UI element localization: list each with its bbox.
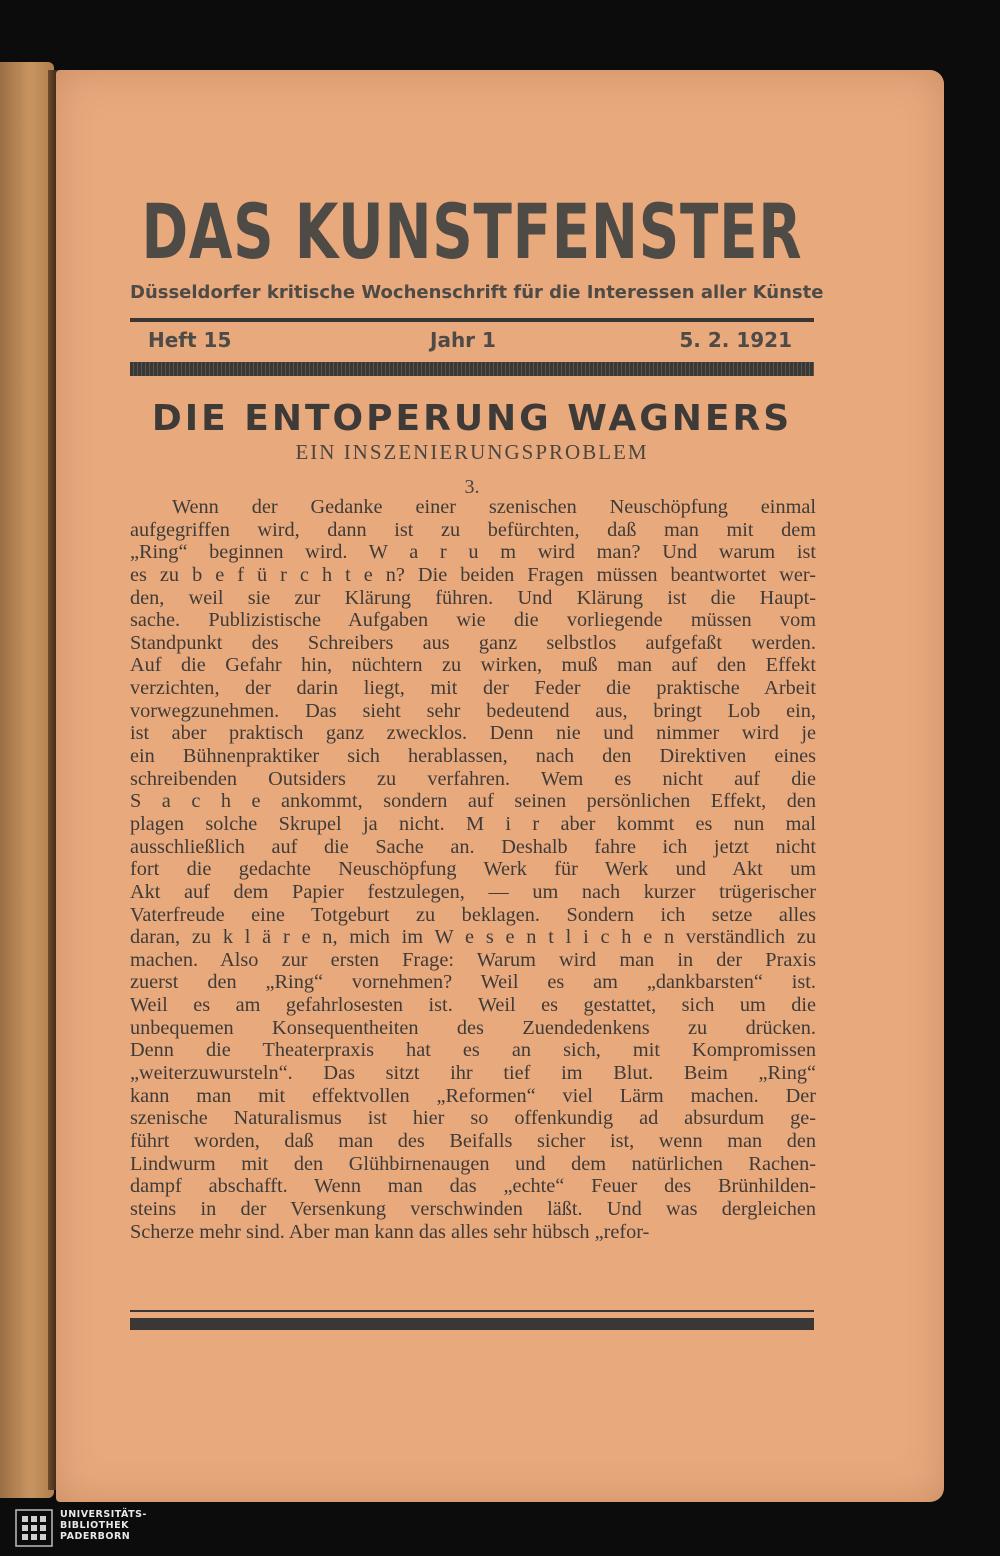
body-line: schreibenden Outsiders zu verfahren. Wem es nicht auf die: [130, 767, 816, 790]
body-line: „Ring“ beginnen wird. W a r u m wird man? Und warum ist: [130, 541, 816, 564]
body-line: fort die gedachte Neuschöpfung Werk für Werk und Akt um: [130, 858, 816, 881]
body-line: steins in der Versenkung verschwinden läßt. Und was dergleichen: [130, 1197, 816, 1220]
library-name-line: BIBLIOTHEK: [60, 1520, 129, 1531]
body-line: Weil es am gefahrlosesten ist. Weil es gestattet, sich um die: [130, 994, 816, 1017]
left-page-edge: [0, 62, 54, 1498]
body-line: verzichten, der darin liegt, mit der Feder die praktische Arbeit: [130, 677, 816, 700]
issue-number: Heft 15: [148, 328, 232, 352]
library-logo-icon: [14, 1508, 54, 1548]
body-line: S a c h e ankommt, sondern auf seinen persönlichen Effekt, den: [130, 790, 816, 813]
footer-thin-rule: [130, 1310, 814, 1312]
body-line: Auf die Gefahr hin, nüchtern zu wirken, muß man auf den Effekt: [130, 654, 816, 677]
body-line: Akt auf dem Papier festzulegen, — um nach kurzer trügerischer: [130, 880, 816, 903]
body-line: ein Bühnenpraktiker sich herablassen, nach den Direktiven eines: [130, 745, 816, 768]
body-line: dampf abschafft. Wenn man das „echte“ Feuer des Brünhilden-: [130, 1175, 816, 1198]
article-body: [130, 496, 816, 1243]
body-line: aufgegriffen wird, dann ist zu befürchten, daß man mit dem: [130, 518, 816, 541]
body-line: Wenn der Gedanke einer szenischen Neuschöpfung einmal: [172, 496, 816, 518]
body-line: es zu b e f ü r c h t e n? Die beiden Fragen müssen beantwortet wer-: [130, 563, 816, 586]
body-line: führt worden, daß man des Beifalls sicher ist, wenn man den: [130, 1129, 816, 1152]
library-name-line: PADERBORN: [60, 1531, 131, 1542]
issue-year: Jahr 1: [430, 328, 496, 352]
body-line: unbequemen Konsequentheiten des Zuendedenkens zu drücken.: [130, 1016, 816, 1039]
library-name: [60, 1509, 147, 1542]
body-line: Scherze mehr sind. Aber man kann das alles sehr hübsch „refor-: [130, 1220, 650, 1243]
masthead-subtitle: Düsseldorfer kritische Wochenschrift für die Interessen aller Künste: [130, 282, 824, 303]
body-line: Denn die Theaterpraxis hat es an sich, mit Kompromissen: [130, 1039, 816, 1062]
body-line: Lindwurm mit den Glühbirnenaugen und dem natürlichen Rachen-: [130, 1152, 816, 1175]
header-double-rule: [130, 362, 814, 376]
library-name-line: UNIVERSITÄTS-: [60, 1509, 147, 1520]
body-line: „weiterzuwursteln“. Das sitzt ihr tief im Blut. Beim „Ring“: [130, 1062, 816, 1085]
body-line: ist aber praktisch ganz zwecklos. Denn nie und nimmer wird je: [130, 722, 816, 745]
body-line: machen. Also zur ersten Frage: Warum wird man in der Praxis: [130, 948, 816, 971]
body-line: szenische Naturalismus ist hier so offenkundig ad absurdum ge-: [130, 1107, 816, 1130]
article-title: DIE ENTOPERUNG WAGNERS: [151, 398, 793, 439]
body-line: zuerst den „Ring“ vornehmen? Weil es am „dankbarsten“ ist.: [130, 971, 816, 994]
masthead-title: DAS KUNSTFENSTER: [141, 187, 803, 276]
body-line: Vaterfreude eine Totgeburt zu beklagen. Sondern ich setze alles: [130, 903, 816, 926]
body-line: ausschließlich auf die Sache an. Deshalb fahre ich jetzt nicht: [130, 835, 816, 858]
body-line: den, weil sie zur Klärung führen. Und Klärung ist die Haupt-: [130, 586, 816, 609]
body-line: daran, zu k l ä r e n, mich im W e s e n t l i c h e n verständlich zu: [130, 926, 816, 949]
body-line: kann man mit effektvollen „Reformen“ viel Lärm machen. Der: [130, 1084, 816, 1107]
body-line: sache. Publizistische Aufgaben wie die vorliegende müssen vom: [130, 609, 816, 632]
body-line: plagen solche Skrupel ja nicht. M i r aber kommt es nun mal: [130, 812, 816, 835]
masthead-rule: [130, 318, 814, 322]
article-part-number: 3.: [464, 476, 480, 498]
issue-date: 5. 2. 1921: [679, 328, 792, 352]
body-line: Standpunkt des Schreibers aus ganz selbstlos aufgefaßt werden.: [130, 631, 816, 654]
issue-line: [130, 328, 814, 356]
article-subtitle: EIN INSZENIERUNGSPROBLEM: [295, 440, 649, 464]
footer-rule: [130, 1318, 814, 1330]
body-line: vorwegzunehmen. Das sieht sehr bedeutend aus, bringt Lob ein,: [130, 699, 816, 722]
